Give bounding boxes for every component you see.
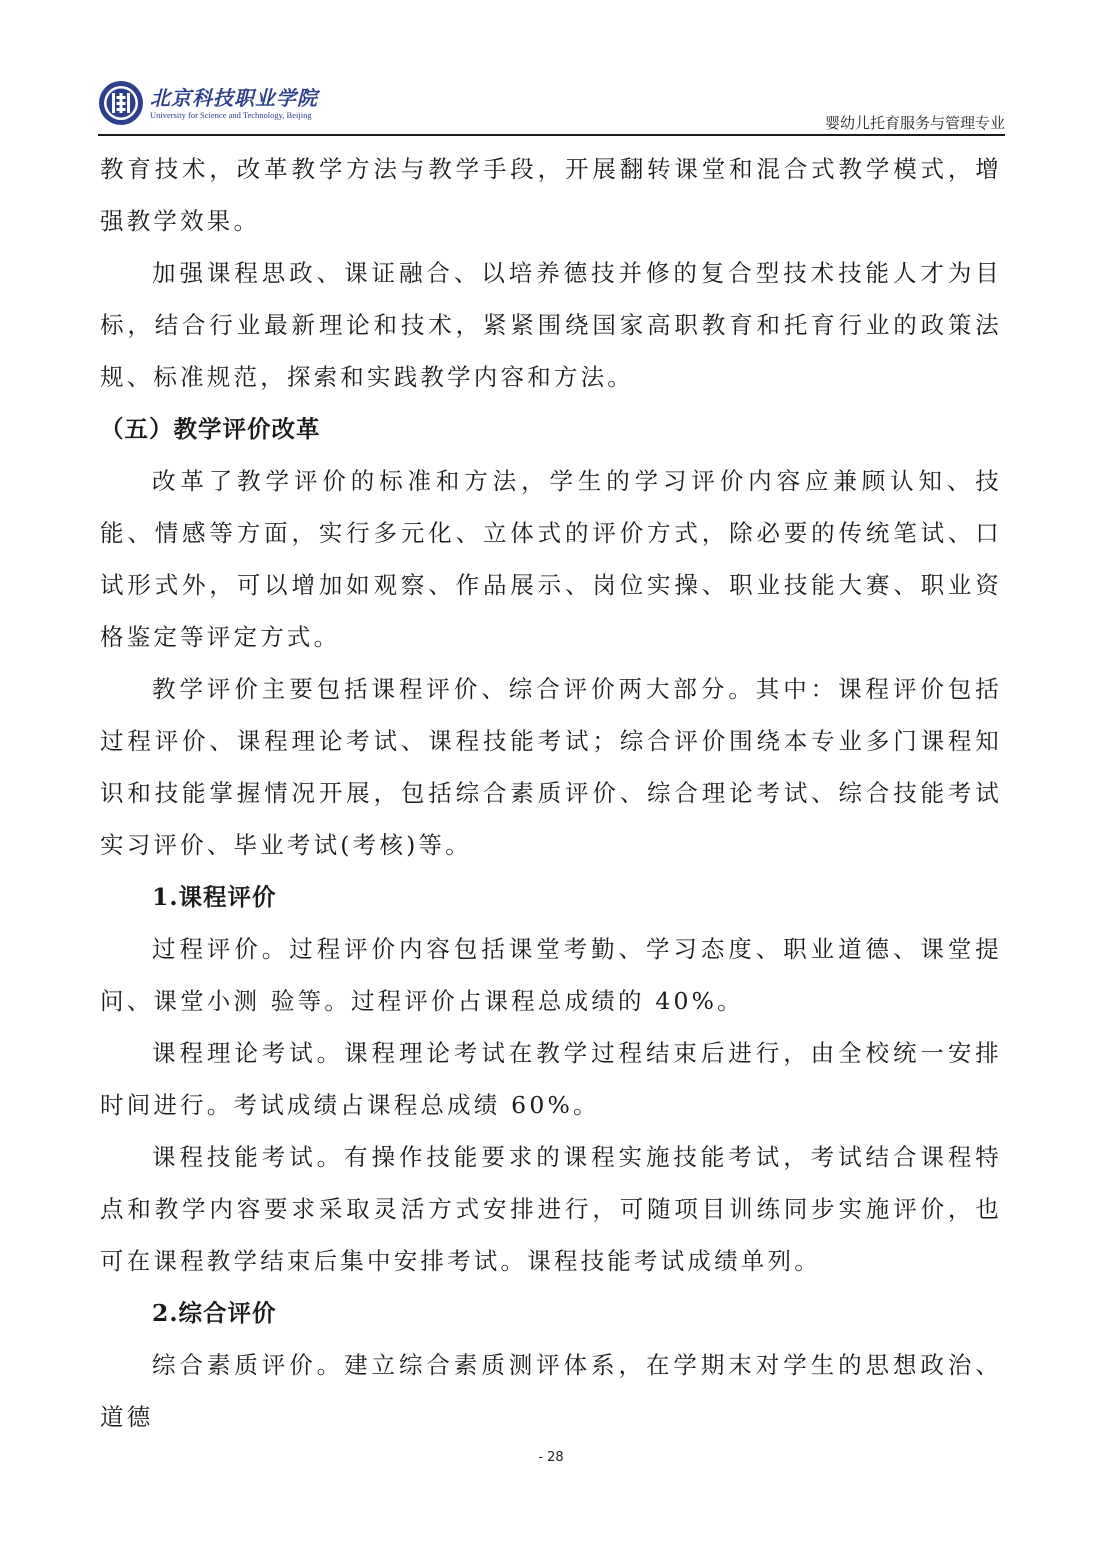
university-seal-icon <box>98 80 144 126</box>
subsection-heading: 2.综合评价 <box>152 1299 277 1327</box>
page-header <box>98 72 1005 136</box>
subsection-heading: 1.课程评价 <box>152 883 277 911</box>
logo-chinese-name: 北京科技职业学院 <box>150 86 318 110</box>
logo-english-name: University for Science and Technology, Beijing <box>150 110 312 120</box>
page-number: - 28 <box>538 1450 564 1465</box>
paragraph: 过程评价。过程评价内容包括课堂考勤、学习态度、职业道德、课堂提问、课堂小测 验等。过程评价占课程总成绩的 40%。 <box>100 935 1002 1015</box>
paragraph: 教学评价主要包括课程评价、综合评价两大部分。其中：课程评价包括过程评价、课程理论考试、课程技能考试；综合评价围绕本专业多门课程知识和技能掌握情况开展，包括综合素质评价、综合理论考试、综合技能考试实习评价、毕业考试(考核)等。 <box>100 675 1002 859</box>
document-body <box>100 143 1002 1443</box>
paragraph: 改革了教学评价的标准和方法，学生的学习评价内容应兼顾认知、技能、情感等方面，实行多元化、立体式的评价方式，除必要的传统笔试、口试形式外，可以增加如观察、作品展示、岗位实操、职业技能大赛、职业资格鉴定等评定方式。 <box>100 467 1002 651</box>
header-divider <box>98 134 1005 136</box>
paragraph: 教育技术，改革教学方法与教学手段，开展翻转课堂和混合式教学模式，增强教学效果。 <box>100 155 1002 235</box>
paragraph: 课程技能考试。有操作技能要求的课程实施技能考试，考试结合课程特点和教学内容要求采取灵活方式安排进行，可随项目训练同步实施评价，也可在课程教学结束后集中安排考试。课程技能考试成绩单列。 <box>100 1143 1002 1275</box>
paragraph: 课程理论考试。课程理论考试在教学过程结束后进行，由全校统一安排时间进行。考试成绩占课程总成绩 60%。 <box>100 1039 1002 1119</box>
section-heading: （五）教学评价改革 <box>100 415 321 443</box>
paragraph: 综合素质评价。建立综合素质测评体系，在学期末对学生的思想政治、道德 <box>100 1351 1002 1431</box>
paragraph: 加强课程思政、课证融合、以培养德技并修的复合型技术技能人才为目标，结合行业最新理论和技术，紧紧围绕国家高职教育和托育行业的政策法规、标准规范，探索和实践教学内容和方法。 <box>100 259 1002 391</box>
major-title: 婴幼儿托育服务与管理专业 <box>824 114 1005 132</box>
university-logo <box>98 80 330 134</box>
